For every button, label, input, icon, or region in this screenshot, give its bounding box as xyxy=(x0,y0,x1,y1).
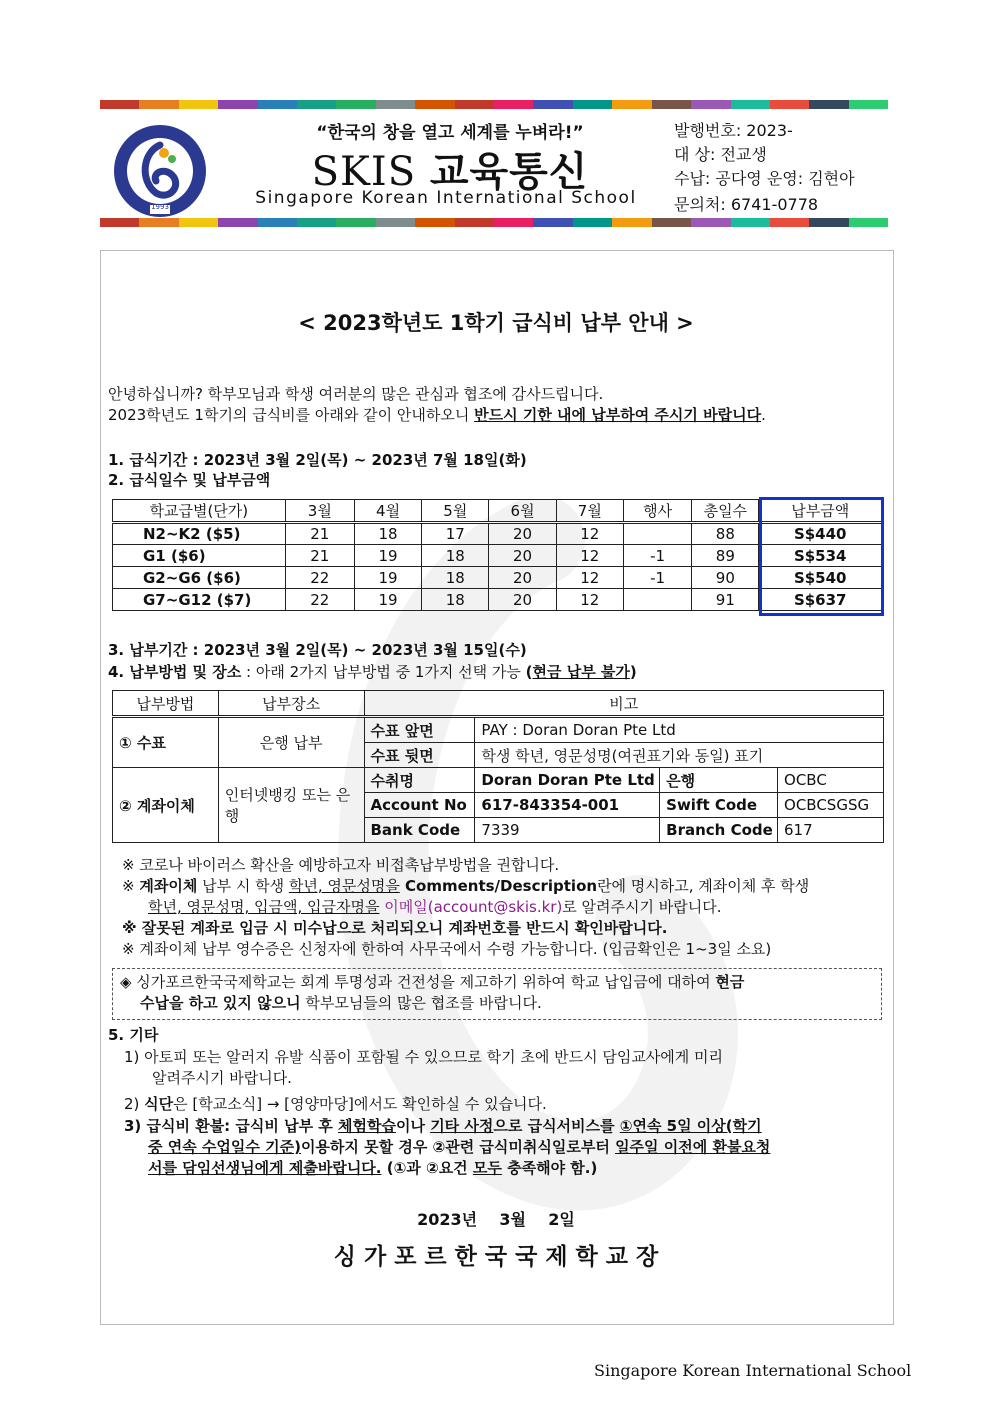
section-4-desc: : 아래 2가지 납부방법 중 1가지 선택 가능 xyxy=(241,663,526,681)
cash-notice-line: 학부모님들의 많은 협조를 바랍니다. xyxy=(300,994,542,1012)
refund-underlined: 중 연속 수업일수 기준) xyxy=(148,1138,301,1156)
method-check: ① 수표 xyxy=(113,717,219,768)
note-transfer-bold: 계좌이체 xyxy=(139,877,198,895)
stripe-segment xyxy=(415,100,454,109)
header-method: 납부방법 xyxy=(113,691,219,717)
fee-cell: -1 xyxy=(623,545,691,567)
fee-cell: 19 xyxy=(354,545,421,567)
fee-cell: 18 xyxy=(422,567,489,589)
note-text: 란에 명시하고, 계좌이체 후 학생 xyxy=(597,877,810,895)
slogan: “한국의 창을 열고 세계를 누벼라!” xyxy=(316,123,584,143)
note-wrong-account: ※ 잘못된 계좌로 입금 시 미수납으로 처리되오니 계좌번호를 반드시 확인바랍니다. xyxy=(122,919,668,937)
note-text: 납부 시 학생 xyxy=(197,877,289,895)
stripe-segment xyxy=(849,218,888,227)
fee-cell: 22 xyxy=(285,567,354,589)
stripe-segment xyxy=(533,218,572,227)
note-transfer-instructions xyxy=(122,876,886,918)
swift-code-label: Swift Code xyxy=(660,793,778,818)
place-bank: 은행 납부 xyxy=(218,717,364,768)
fee-cell: 18 xyxy=(354,523,421,545)
cash-notice-bold: 현금 xyxy=(715,973,745,991)
table-row xyxy=(113,768,884,793)
issue-number: 발행번호: 2023- xyxy=(674,121,793,140)
branch-code-value: 617 xyxy=(778,818,884,843)
stripe-segment xyxy=(258,100,297,109)
logo-year: 1993 xyxy=(151,203,169,211)
principal-signature: 싱 가 포 르 한 국 국 제 학 교 장 xyxy=(333,1244,659,1270)
fee-cell: 19 xyxy=(354,567,421,589)
stripe-segment xyxy=(809,100,848,109)
stripe-segment xyxy=(336,100,375,109)
fee-cell: G7~G12 ($7) xyxy=(113,589,286,611)
intro-period: . xyxy=(761,406,766,424)
fee-amount-cell: S$440 xyxy=(759,523,882,545)
fee-amount-cell: S$540 xyxy=(759,567,882,589)
fee-cell: 12 xyxy=(556,523,623,545)
stripe-segment xyxy=(691,218,730,227)
stripe-segment xyxy=(139,218,178,227)
fee-cell: 20 xyxy=(489,523,556,545)
refund-text: 충족해야 함.) xyxy=(501,1159,598,1177)
stripe-segment xyxy=(652,100,691,109)
etc-item-2-text: 은 [학교소식] → [영양마당]에서도 확인하실 수 있습니다. xyxy=(173,1095,547,1113)
fee-cell: -1 xyxy=(623,567,691,589)
document-title: < 2023학년도 1학기 급식비 납부 안내 > xyxy=(298,311,694,335)
intro-line-2-text: 2023학년도 1학기의 급식비를 아래와 같이 안내하오니 xyxy=(108,406,475,424)
refund-text: 3) 급식비 환불: 급식비 납부 후 xyxy=(124,1117,339,1135)
stripe-segment xyxy=(494,218,533,227)
stripe-segment xyxy=(494,100,533,109)
etc-item-2 xyxy=(124,1094,547,1115)
stripe-segment xyxy=(376,218,415,227)
fee-cell: 90 xyxy=(692,567,759,589)
stripe-segment xyxy=(652,218,691,227)
refund-text: 으로 급식서비스를 xyxy=(493,1117,620,1135)
stripe-segment xyxy=(612,100,651,109)
refund-underlined: 기타 사정 xyxy=(430,1117,494,1135)
branch-code-label: Branch Code xyxy=(660,818,778,843)
fee-cell xyxy=(623,523,691,545)
header-place: 납부장소 xyxy=(218,691,364,717)
stripe-segment xyxy=(297,218,336,227)
stripe-segment xyxy=(297,100,336,109)
refund-text: 이나 xyxy=(395,1117,431,1135)
stripe-segment xyxy=(770,218,809,227)
fee-cell: 18 xyxy=(422,589,489,611)
fee-cell: 22 xyxy=(285,589,354,611)
stripe-segment xyxy=(179,218,218,227)
stripe-segment xyxy=(336,218,375,227)
fee-cell: 19 xyxy=(354,589,421,611)
refund-underlined: 모두 xyxy=(472,1159,502,1177)
stripe-segment xyxy=(100,218,139,227)
refund-text: 이용하지 못할 경우 ②관련 급식미취식일로부터 xyxy=(300,1138,616,1156)
stripe-segment xyxy=(809,218,848,227)
fee-header-amount: 납부금액 xyxy=(759,500,882,523)
check-front-label: 수표 앞면 xyxy=(364,717,475,743)
fee-header-jul: 7월 xyxy=(556,500,623,523)
issue-date: 2023년 3월 2일 xyxy=(417,1210,575,1229)
refund-text: (①과 ②요건 xyxy=(381,1159,473,1177)
check-back-value: 학생 학년, 영문성명(여권표기와 동일) 표기 xyxy=(475,743,884,768)
note-comments-field: Comments/Description xyxy=(399,877,598,895)
intro-line-2 xyxy=(108,405,766,426)
intro-line-1: 안녕하십니까? 학부모님과 학생 여러분의 많은 관심과 협조에 감사드립니다. xyxy=(108,385,604,403)
cash-notice-line: ◈ 싱가포르한국국제학교는 회계 투명성과 건전성을 제고하기 위하여 학교 납입금에 대하여 xyxy=(120,973,716,991)
section-2-heading: 2. 급식일수 및 납부금액 xyxy=(108,471,271,489)
title-en: SKIS xyxy=(311,149,417,195)
stripe-segment xyxy=(455,100,494,109)
section-1-meal-period: 1. 급식기간 : 2023년 3월 2일(목) ~ 2023년 7월 18일(화) xyxy=(108,451,527,469)
footer-school-name: Singapore Korean International School xyxy=(594,1361,912,1380)
fee-cell: 21 xyxy=(285,523,354,545)
section-4-paren-close: ) xyxy=(629,663,637,681)
account-no-label: Account No xyxy=(364,793,475,818)
stripe-segment xyxy=(849,100,888,109)
header-note: 비고 xyxy=(364,691,884,717)
amount-highlight-box xyxy=(759,497,884,616)
fee-cell: G1 ($6) xyxy=(113,545,286,567)
stripe-segment xyxy=(770,100,809,109)
section-4-paren-open: ( xyxy=(525,663,533,681)
fee-header-apr: 4월 xyxy=(354,500,421,523)
stripe-segment xyxy=(612,218,651,227)
issue-contact: 문의처: 6741-0778 xyxy=(674,195,819,214)
bank-label: 은행 xyxy=(660,768,778,793)
check-back-label: 수표 뒷면 xyxy=(364,743,475,768)
section-5-heading: 5. 기타 xyxy=(108,1026,159,1044)
fee-amount-cell: S$637 xyxy=(759,589,882,611)
stripe-segment xyxy=(218,218,257,227)
etc-item-1 xyxy=(124,1047,884,1089)
fee-cell: 21 xyxy=(285,545,354,567)
fee-cell xyxy=(623,589,691,611)
intro-deadline-emphasis: 반드시 기한 내에 납부하여 주시기 바랍니다 xyxy=(474,406,762,424)
fee-header-total-days: 총일수 xyxy=(692,500,759,523)
stripe-segment xyxy=(218,100,257,109)
section-3-payment-period: 3. 납부기간 : 2023년 3월 2일(목) ~ 2023년 3월 15일(수) xyxy=(108,641,527,659)
fee-header-jun: 6월 xyxy=(489,500,556,523)
issue-target: 대 상: 전교생 xyxy=(674,145,767,164)
section-4-heading xyxy=(108,662,637,683)
note-underlined: 학년, 영문성명, 입금액, 입금자명을 xyxy=(148,898,380,916)
note-contactless: ※ 코로나 바이러스 확산을 예방하고자 비접촉납부방법을 권합니다. xyxy=(122,856,560,874)
swift-code-value: OCBCSGSG xyxy=(778,793,884,818)
stripe-segment xyxy=(376,100,415,109)
fee-header-may: 5월 xyxy=(422,500,489,523)
refund-underlined: 일주일 이전에 환불요청 xyxy=(615,1138,771,1156)
note-mark: ※ xyxy=(122,877,140,895)
etc-item-1-line-1: 1) 아토피 또는 알러지 유발 식품이 포함될 수 있으므로 학기 초에 반드시 담임교사에게 미리 xyxy=(124,1048,724,1066)
header-stripe-bottom xyxy=(100,218,888,227)
fee-cell: G2~G6 ($6) xyxy=(113,567,286,589)
stripe-segment xyxy=(731,218,770,227)
cash-notice-text xyxy=(120,972,874,1014)
stripe-segment xyxy=(455,218,494,227)
account-email-link[interactable]: 이메일(account@skis.kr) xyxy=(379,898,563,916)
fee-header-mar: 3월 xyxy=(285,500,354,523)
check-front-value: PAY : Doran Doran Pte Ltd xyxy=(475,717,884,743)
etc-item-2-num: 2) xyxy=(124,1095,145,1113)
stripe-segment xyxy=(533,100,572,109)
stripe-segment xyxy=(691,100,730,109)
issue-staff: 수납: 공다영 운영: 김현아 xyxy=(674,169,855,188)
fee-amount-cell: S$534 xyxy=(759,545,882,567)
refund-underlined: 서를 담임선생님에게 제출바랍니다. xyxy=(148,1159,382,1177)
cash-notice-bold: 수납을 하고 있지 않으니 xyxy=(140,994,301,1012)
fee-cell: N2~K2 ($5) xyxy=(113,523,286,545)
method-transfer: ② 계좌이체 xyxy=(113,768,219,843)
fee-cell: 20 xyxy=(489,567,556,589)
fee-cell: 12 xyxy=(556,545,623,567)
fee-cell: 20 xyxy=(489,545,556,567)
section-4-title: 4. 납부방법 및 장소 xyxy=(108,663,242,681)
etc-item-1-line-2: 알려주시기 바랍니다. xyxy=(152,1069,292,1087)
fee-header-event: 행사 xyxy=(623,500,691,523)
fee-cell: 91 xyxy=(692,589,759,611)
payee-label: 수취명 xyxy=(364,768,475,793)
stripe-segment xyxy=(731,100,770,109)
header-stripe-top xyxy=(100,100,888,109)
school-name-en: Singapore Korean International School xyxy=(255,188,637,208)
fee-header-grade: 학교급별(단가) xyxy=(113,500,286,523)
bank-code-label: Bank Code xyxy=(364,818,475,843)
account-no-value: 617-843354-001 xyxy=(475,793,660,818)
etc-item-2-bold: 식단 xyxy=(144,1095,174,1113)
note-receipt: ※ 계좌이체 납부 영수증은 신청자에 한하여 사무국에서 수령 가능합니다. (입금확인은 1~3일 소요) xyxy=(122,940,772,958)
payee-value: Doran Doran Pte Ltd xyxy=(475,768,660,793)
bank-code-value: 7339 xyxy=(475,818,660,843)
stripe-segment xyxy=(179,100,218,109)
note-text: 로 알려주시기 바랍니다. xyxy=(562,898,722,916)
stripe-segment xyxy=(258,218,297,227)
fee-cell: 18 xyxy=(422,545,489,567)
payment-table-header xyxy=(113,691,884,717)
payment-method-table xyxy=(112,690,884,843)
note-underlined: 학년, 영문성명을 xyxy=(288,877,400,895)
fee-cell: 88 xyxy=(692,523,759,545)
school-logo xyxy=(112,123,208,219)
etc-item-3-refund xyxy=(124,1116,886,1179)
bank-value: OCBC xyxy=(778,768,884,793)
fee-cell: 12 xyxy=(556,589,623,611)
title-ko: 교육통신 xyxy=(429,149,589,195)
place-internet-banking: 인터넷뱅킹 또는 은행 xyxy=(218,768,364,843)
table-row xyxy=(113,717,884,743)
fee-cell: 20 xyxy=(489,589,556,611)
stripe-segment xyxy=(573,218,612,227)
stripe-segment xyxy=(573,100,612,109)
fee-cell: 17 xyxy=(422,523,489,545)
refund-underlined: 체험학습 xyxy=(338,1117,396,1135)
no-cash-notice: 현금 납부 불가 xyxy=(532,663,630,681)
stripe-segment xyxy=(139,100,178,109)
fee-cell: 89 xyxy=(692,545,759,567)
stripe-segment xyxy=(415,218,454,227)
stripe-segment xyxy=(100,100,139,109)
fee-cell: 12 xyxy=(556,567,623,589)
refund-underlined: ①연속 5일 이상(학기 xyxy=(619,1117,762,1135)
